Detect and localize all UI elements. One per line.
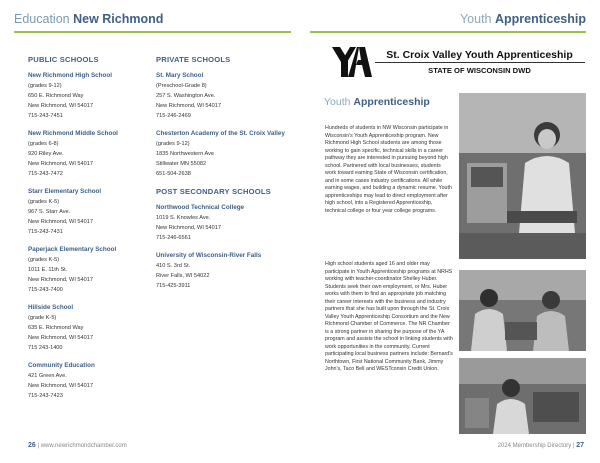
school-name: Chesterton Academy of the St. Croix Valley — [156, 130, 285, 137]
school-name: Community Education — [28, 362, 95, 369]
ya-org-subtitle: STATE OF WISCONSIN DWD — [428, 66, 531, 75]
left-page-header: Education New Richmond — [14, 12, 164, 26]
right-header-rule — [310, 31, 586, 33]
school-entry — [28, 302, 146, 353]
school-entry — [156, 202, 286, 243]
right-footer: 2024 Membership Directory | 27 — [497, 442, 584, 449]
school-detail-line: 715-246-6561 — [156, 235, 191, 241]
school-name: Starr Elementary School — [28, 188, 102, 195]
school-detail-line: New Richmond, WI 54017 — [28, 277, 93, 283]
private-schools-heading: PRIVATE SCHOOLS — [156, 55, 231, 64]
school-entry — [28, 244, 146, 295]
private-schools-column — [156, 54, 286, 298]
school-detail-line: 410 S. 3rd St. — [156, 263, 191, 269]
school-detail-line: 635 E. Richmond Way — [28, 325, 84, 331]
ya-paragraph-1: Hundreds of students in NW Wisconsin participate in Wisconsin's Youth Apprenticeship program. New Richmond High School students are among those working to gain specific, technical skills in a career pathway they are interested in pursuing beyond high school. Partnered with local businesses, students work toward earning State of Wisconsin certification, and in some cases industry certifications. All while earning wages, and building a dynamic resume. Youth apprenticeships may lead to direct employment after high school, into a Registered Apprenticeship, technical college or four year college programs. — [325, 125, 452, 214]
school-detail-line: River Falls, WI 54022 — [156, 273, 210, 279]
school-detail-line: 1019 S. Knowles Ave. — [156, 215, 211, 221]
school-detail-line: 715-243-7451 — [28, 113, 63, 119]
school-detail-line: (grades 9-12) — [156, 141, 190, 147]
school-detail-line: 715-243-7423 — [28, 393, 63, 399]
ya-paragraph-2: High school students aged 16 and older may participate in Youth Apprenticeship programs at NRHS working with teacher-coordinator Shelley Huber. Students seek their own employment, or Mrs. Huber works with them to find an appropriate job matching their career interests with the business and industry partners that she has built upon through the St. Croix Valley Youth Apprenticeship Consortium and the New Richmond Chamber of Commerce. The NR Chamber is a strong partner in sharing the purpose of the YA program and assists the school in linking students with work opportunities in the community. Current participating local business partners include: Bernard's Northtown, First National Community Bank, Jimmy John's, Taco Bell and WESTconsin Credit Union. — [325, 261, 453, 372]
school-detail-line: 421 Green Ave. — [28, 373, 67, 379]
school-detail-line: 650 E. Richmond Way — [28, 93, 84, 99]
school-detail-line: 715-243-7400 — [28, 287, 63, 293]
student-woodshop-photo — [459, 93, 586, 259]
school-detail-line: New Richmond, WI 54017 — [28, 383, 93, 389]
left-header-rule — [14, 31, 291, 33]
student-garage-photo — [459, 358, 586, 434]
school-entry — [156, 70, 286, 121]
school-detail-line: New Richmond, WI 54017 — [28, 161, 93, 167]
school-detail-line: 715-425-3911 — [156, 283, 191, 289]
school-detail-line: 715 243-1400 — [28, 345, 63, 351]
post-secondary-heading: POST SECONDARY SCHOOLS — [156, 187, 271, 196]
school-detail-line: New Richmond, WI 54017 — [28, 103, 93, 109]
school-entry — [28, 128, 146, 179]
school-detail-line: 715-243-7431 — [28, 229, 63, 235]
school-detail-line: 1835 Northwestern Ave — [156, 151, 215, 157]
school-detail-line: (grades 6-8) — [28, 141, 59, 147]
school-name: St. Mary School — [156, 72, 204, 79]
left-footer: 26 | www.newrichmondchamber.com — [28, 442, 127, 449]
right-page-header: Youth Apprenticeship — [459, 12, 586, 26]
school-name: Paperjack Elementary School — [28, 246, 117, 253]
school-detail-line: New Richmond, WI 54017 — [28, 335, 93, 341]
school-detail-line: New Richmond, WI 54017 — [156, 225, 221, 231]
school-detail-line: 715-246-2469 — [156, 113, 191, 119]
school-name: New Richmond High School — [28, 72, 112, 79]
public-schools-heading: PUBLIC SCHOOLS — [28, 55, 99, 64]
school-detail-line: 1011 E. 11th St. — [28, 267, 68, 273]
school-name: Northwood Technical College — [156, 204, 245, 211]
ya-divider — [375, 62, 585, 63]
school-entry — [28, 186, 146, 237]
school-entry — [28, 360, 146, 401]
student-workshop-photo — [459, 270, 586, 351]
school-entry — [156, 128, 286, 179]
ya-logo-icon — [332, 47, 372, 77]
school-name: Hillside School — [28, 304, 74, 311]
school-detail-line: (grades K-5) — [28, 257, 60, 263]
school-name: New Richmond Middle School — [28, 130, 118, 137]
public-schools-column — [28, 54, 146, 408]
school-name: University of Wisconsin-River Falls — [156, 252, 262, 259]
school-detail-line: 920 Riley Ave. — [28, 151, 64, 157]
school-entry — [156, 250, 286, 291]
school-detail-line: New Richmond, WI 54017 — [156, 103, 221, 109]
school-detail-line: (grade K-5) — [28, 315, 57, 321]
school-detail-line: (Preschool-Grade 8) — [156, 83, 207, 89]
ya-section-heading: Youth Apprenticeship — [324, 96, 430, 108]
school-detail-line: 967 S. Starr Ave. — [28, 209, 71, 215]
school-detail-line: New Richmond, WI 54017 — [28, 219, 93, 225]
school-entry — [28, 70, 146, 121]
school-detail-line: (grades 9-12) — [28, 83, 62, 89]
school-detail-line: 651-504-2638 — [156, 171, 191, 177]
school-detail-line: 257 S. Washington Ave. — [156, 93, 216, 99]
ya-org-title: St. Croix Valley Youth Apprenticeship — [386, 49, 573, 61]
school-detail-line: (grades K-5) — [28, 199, 60, 205]
school-detail-line: 715-243-7472 — [28, 171, 63, 177]
school-detail-line: Stillwater MN 55082 — [156, 161, 207, 167]
